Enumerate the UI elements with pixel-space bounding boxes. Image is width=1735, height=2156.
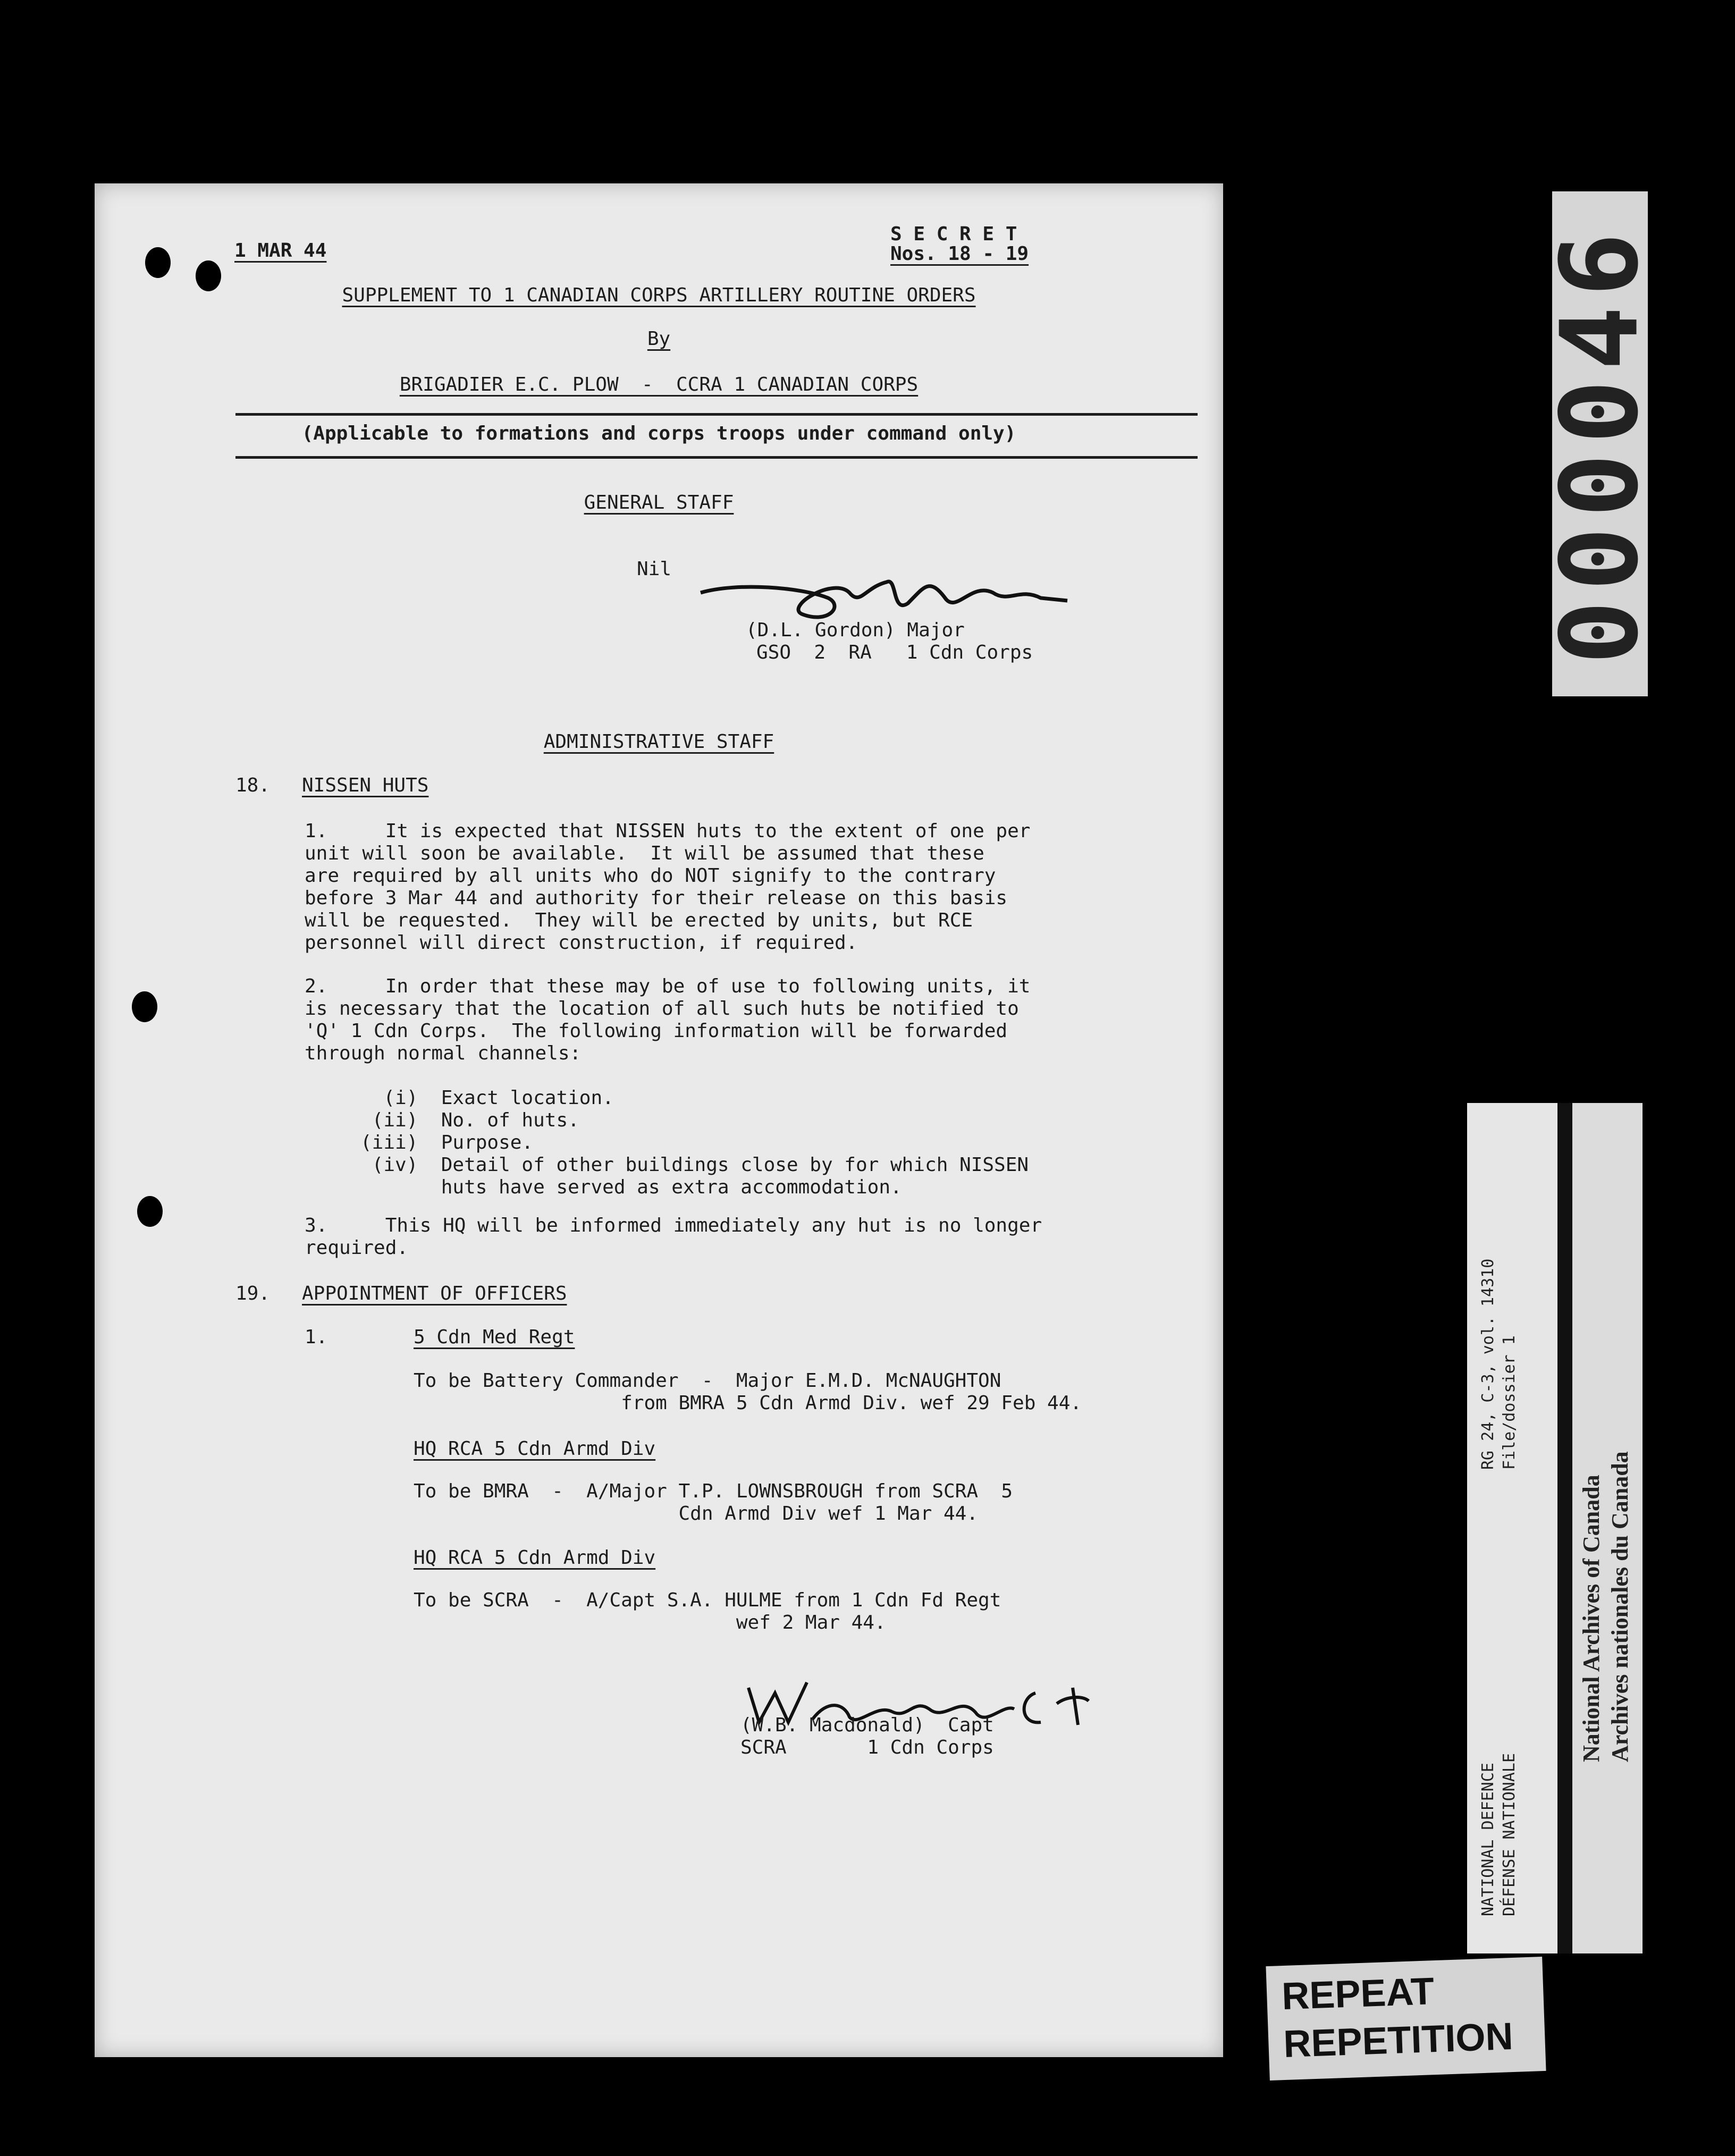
list-item: huts have served as extra accommodation. bbox=[360, 1176, 902, 1198]
item-18-number: 18. bbox=[235, 774, 271, 796]
text-line: before 3 Mar 44 and authority for their release on this basis bbox=[305, 887, 1008, 909]
text-line: 3. This HQ will be informed immediately any hut is no longer bbox=[305, 1215, 1042, 1236]
department-english: NATIONAL DEFENCE bbox=[1479, 1763, 1497, 1916]
punch-hole bbox=[145, 247, 171, 278]
item-19-sub-1-unit: 5 Cdn Med Regt bbox=[414, 1326, 575, 1348]
archive-name-french: Archives nationales du Canada bbox=[1607, 1451, 1633, 1762]
text-line: will be requested. They will be erected by units, but RCE bbox=[305, 909, 973, 931]
text-line: 2. In order that these may be of use to following units, it bbox=[305, 975, 1031, 997]
divider-rule bbox=[235, 456, 1198, 459]
archive-reference: RG 24, C-3, vol. 14310 bbox=[1479, 1258, 1497, 1470]
divider-rule bbox=[235, 413, 1198, 416]
document-page bbox=[95, 183, 1223, 2057]
document-date: 1 MAR 44 bbox=[234, 240, 327, 262]
general-staff-signature-title: GSO 2 RA 1 Cdn Corps bbox=[756, 642, 1033, 663]
archive-label bbox=[1467, 1103, 1643, 1953]
classification-marking: S E C R E T bbox=[890, 223, 1017, 245]
list-item: (iv) Detail of other buildings close by for which NISSEN bbox=[360, 1154, 1029, 1176]
department-french: DÉFENSE NATIONALE bbox=[1500, 1753, 1519, 1916]
text-line: Cdn Armd Div wef 1 Mar 44. bbox=[414, 1503, 979, 1525]
stamp-text-french: REPETITION bbox=[1283, 2015, 1514, 2066]
text-line: are required by all units who do NOT signify to the contrary bbox=[305, 865, 996, 887]
text-line: unit will soon be available. It will be assumed that these bbox=[305, 843, 984, 864]
item-19-sub-1-number: 1. bbox=[305, 1326, 328, 1348]
general-staff-signature-name: (D.L. Gordon) Major bbox=[746, 619, 965, 641]
text-line: is necessary that the location of all such huts be notified to bbox=[305, 998, 1019, 1020]
text-line: To be Battery Commander - Major E.M.D. McNAUGHTON bbox=[414, 1370, 1001, 1392]
stamp-text-english: REPEAT bbox=[1281, 1970, 1435, 2018]
text-line: wef 2 Mar 44. bbox=[414, 1612, 886, 1633]
title-by: By bbox=[647, 328, 671, 350]
admin-staff-signature-title: SCRA 1 Cdn Corps bbox=[740, 1737, 994, 1758]
document-title: SUPPLEMENT TO 1 CANADIAN CORPS ARTILLERY ROUTINE ORDERS bbox=[342, 284, 976, 306]
list-item: (ii) No. of huts. bbox=[360, 1109, 579, 1131]
text-line: To be SCRA - A/Capt S.A. HULME from 1 Cdn Fd Regt bbox=[414, 1589, 1001, 1611]
text-line: 1. It is expected that NISSEN huts to the extent of one per bbox=[305, 820, 1031, 842]
text-line: required. bbox=[305, 1237, 409, 1259]
item-19-title: APPOINTMENT OF OFFICERS bbox=[302, 1283, 567, 1304]
text-line: To be BMRA - A/Major T.P. LOWNSBROUGH from SCRA 5 bbox=[414, 1480, 1013, 1502]
general-staff-heading: GENERAL STAFF bbox=[584, 492, 734, 513]
item-19-sub-2-unit: HQ RCA 5 Cdn Armd Div bbox=[414, 1438, 656, 1460]
text-line: from BMRA 5 Cdn Armd Div. wef 29 Feb 44. bbox=[414, 1392, 1082, 1414]
order-numbers: Nos. 18 - 19 bbox=[890, 243, 1029, 265]
text-line: through normal channels: bbox=[305, 1042, 582, 1064]
item-19-sub-3-unit: HQ RCA 5 Cdn Armd Div bbox=[414, 1547, 656, 1569]
repeat-stamp bbox=[1266, 1957, 1546, 2081]
applicability-note: (Applicable to formations and corps troops under command only) bbox=[301, 423, 1016, 444]
archive-file: File/dossier 1 bbox=[1500, 1335, 1519, 1470]
archive-name-english: National Archives of Canada bbox=[1578, 1475, 1604, 1762]
archive-label-divider bbox=[1557, 1103, 1572, 1953]
list-item: (iii) Purpose. bbox=[360, 1132, 534, 1153]
frame-number: 000046 bbox=[1538, 223, 1662, 665]
frame-number-strip bbox=[1538, 191, 1662, 696]
text-line: 'Q' 1 Cdn Corps. The following information will be forwarded bbox=[305, 1020, 1008, 1042]
administrative-staff-heading: ADMINISTRATIVE STAFF bbox=[543, 731, 774, 753]
punch-hole bbox=[137, 1196, 163, 1227]
general-staff-content: Nil bbox=[637, 558, 672, 580]
item-19-number: 19. bbox=[235, 1283, 271, 1304]
item-18-title: NISSEN HUTS bbox=[302, 774, 429, 796]
text-line: personnel will direct construction, if required. bbox=[305, 932, 858, 954]
title-authority: BRIGADIER E.C. PLOW - CCRA 1 CANADIAN CORPS bbox=[399, 374, 919, 395]
admin-staff-signature-name: (W.B. Macdonald) Capt bbox=[740, 1714, 994, 1736]
list-item: (i) Exact location. bbox=[360, 1087, 614, 1109]
punch-hole bbox=[132, 991, 157, 1022]
